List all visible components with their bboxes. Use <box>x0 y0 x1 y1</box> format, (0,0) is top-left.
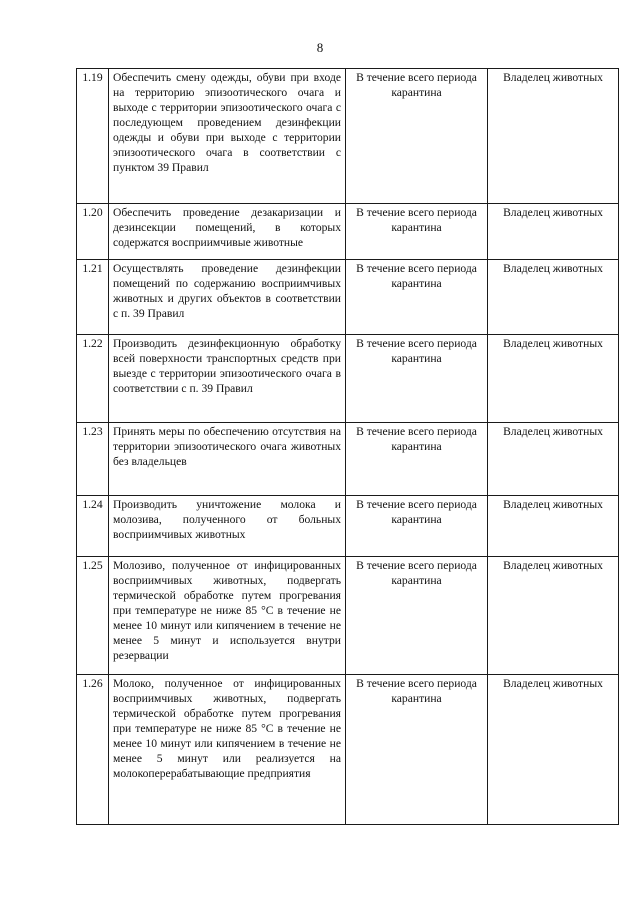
period-text: В течение всего периода карантина <box>346 496 488 557</box>
measure-text: Производить дезинфекционную обработку всей поверхности транспортных средств при выезде с территории эпизоотического очага в соответствии с п. 39 Правил <box>109 335 346 423</box>
table-row <box>77 496 619 557</box>
measures-table <box>76 68 619 825</box>
row-number: 1.22 <box>77 335 109 423</box>
responsible-text: Владелец животных <box>488 496 619 557</box>
row-number: 1.26 <box>77 675 109 825</box>
measure-text: Производить уничтожение молока и молозива, полученного от больных восприимчивых животных <box>109 496 346 557</box>
responsible-text: Владелец животных <box>488 557 619 675</box>
responsible-text: Владелец животных <box>488 335 619 423</box>
row-number: 1.25 <box>77 557 109 675</box>
period-text: В течение всего периода карантина <box>346 260 488 335</box>
row-number: 1.19 <box>77 69 109 204</box>
responsible-text: Владелец животных <box>488 204 619 260</box>
table-row <box>77 335 619 423</box>
table-row <box>77 423 619 496</box>
period-text: В течение всего периода карантина <box>346 204 488 260</box>
table-row <box>77 204 619 260</box>
row-number: 1.21 <box>77 260 109 335</box>
row-number: 1.20 <box>77 204 109 260</box>
measure-text: Обеспечить смену одежды, обуви при входе на территорию эпизоотического очага и выходе с территории эпизоотического очага с последующем проведением дезинфекции одежды и обуви при выходе с территории эпизоотического очага в соответствии с пунктом 39 Правил <box>109 69 346 204</box>
period-text: В течение всего периода карантина <box>346 423 488 496</box>
table-row <box>77 260 619 335</box>
measure-text: Обеспечить проведение дезакаризации и дезинсекции помещений, в которых содержатся восприимчивые животные <box>109 204 346 260</box>
page-number: 8 <box>316 40 324 55</box>
period-text: В течение всего периода карантина <box>346 675 488 825</box>
responsible-text: Владелец животных <box>488 260 619 335</box>
table-row <box>77 675 619 825</box>
row-number: 1.24 <box>77 496 109 557</box>
table-row <box>77 69 619 204</box>
period-text: В течение всего периода карантина <box>346 557 488 675</box>
row-number: 1.23 <box>77 423 109 496</box>
measure-text: Молоко, полученное от инфицированных восприимчивых животных, подвергать термической обработке путем прогревания при температуре не ниже 85 °С в течение не менее 10 минут или кипячением в течение не менее 5 минут или реализуется на молокоперерабатывающие предприятия <box>109 675 346 825</box>
period-text: В течение всего периода карантина <box>346 335 488 423</box>
responsible-text: Владелец животных <box>488 423 619 496</box>
measure-text: Принять меры по обеспечению отсутствия на территории эпизоотического очага животных без владельцев <box>109 423 346 496</box>
table-row <box>77 557 619 675</box>
responsible-text: Владелец животных <box>488 675 619 825</box>
period-text: В течение всего периода карантина <box>346 69 488 204</box>
measure-text: Осуществлять проведение дезинфекции помещений по содержанию восприимчивых животных и других объектов в соответствии с п. 39 Правил <box>109 260 346 335</box>
measure-text: Молозиво, полученное от инфицированных восприимчивых животных, подвергать термической обработке путем прогревания при температуре не ниже 85 °С в течение не менее 10 минут или кипячением в течение не менее 5 минут и используется внутри резервации <box>109 557 346 675</box>
responsible-text: Владелец животных <box>488 69 619 204</box>
